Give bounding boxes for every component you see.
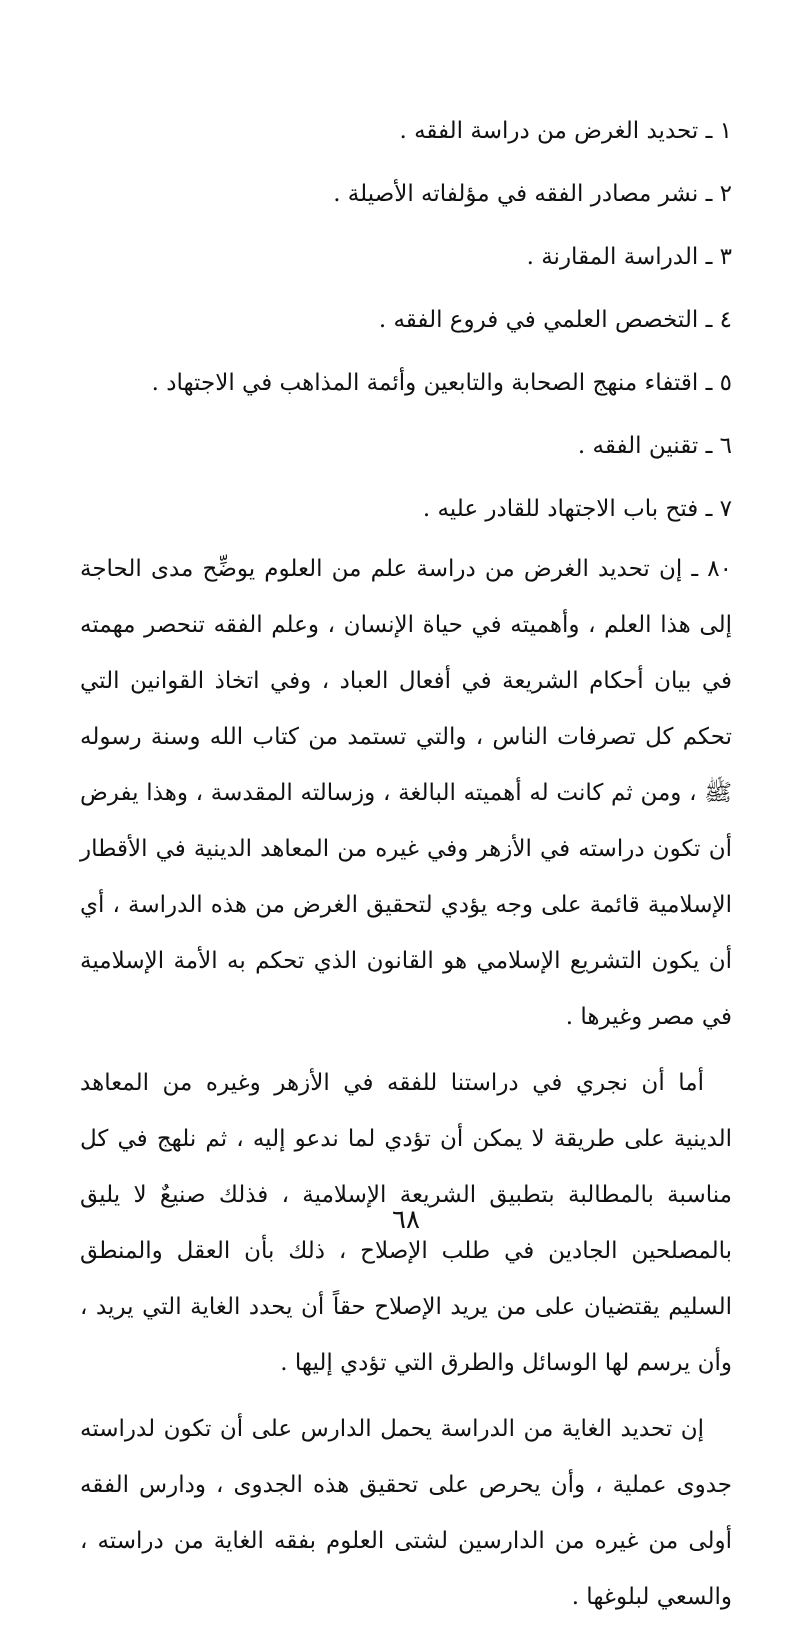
numbered-list — [80, 100, 732, 541]
list-item: ٥ ـ اقتفاء منهج الصحابة والتابعين وأئمة المذاهب في الاجتهاد . — [151, 370, 732, 396]
paragraph: أما أن نجري في دراستنا للفقه في الأزهر وغيره من المعاهد الدينية على طريقة لا يمكن أن تؤدي لما ندعو إليه ، ثم نلهج في كل مناسبة بالمطالبة بتطبيق الشريعة الإسلامية ، فذلك صنيعٌ لا يليق بالمصلحين الجادين في طلب الإصلاح ، ذلك بأن العقل والمنطق السليم يقتضيان على من يريد الإصلاح حقاً أن يحدد الغاية التي يريد ، وأن يرسم لها الوسائل والطرق التي تؤدي إليها . — [80, 1070, 732, 1376]
list-item: ٢ ـ نشر مصادر الفقه في مؤلفاته الأصيلة . — [333, 181, 732, 207]
paragraph-section-80: ٨٠ ـ إن تحديد الغرض من دراسة علم من العلوم يوضِّح مدى الحاجة إلى هذا العلم ، وأهميته في حياة الإنسان ، وعلم الفقه تنحصر مهمته في بيان أحكام الشريعة في أفعال العباد ، وفي اتخاذ القوانين التي تحكم كل تصرفات الناس ، والتي تستمد من كتاب الله وسنة رسوله ﷺ ، ومن ثم كانت له أهميته البالغة ، وزسالته المقدسة ، وهذا يفرض أن تكون دراسته في الأزهر وفي غيره من المعاهد الدينية في الأقطار الإسلامية قائمة على وجه يؤدي لتحقيق الغرض من هذه الدراسة ، أي أن يكون التشريع الإسلامي هو القانون الذي تحكم به الأمة الإسلامية في مصر وغيرها . — [80, 556, 732, 1030]
list-item: ٣ ـ الدراسة المقارنة . — [526, 244, 732, 270]
list-item: ٧ ـ فتح باب الاجتهاد للقادر عليه . — [422, 496, 732, 522]
page-number: ٦٨ — [392, 1205, 420, 1235]
page-body — [80, 100, 732, 1625]
list-item: ١ ـ تحديد الغرض من دراسة الفقه . — [399, 118, 732, 144]
list-item: ٤ ـ التخصص العلمي في فروع الفقه . — [378, 307, 732, 333]
paragraph: إن تحديد الغاية من الدراسة يحمل الدارس على أن تكون لدراسته جدوى عملية ، وأن يحرص على تحقيق هذه الجدوى ، ودارس الفقه أولى من غيره من الدارسين لشتى العلوم بفقه الغاية من دراسته ، والسعي لبلوغها . — [80, 1416, 732, 1610]
list-item: ٦ ـ تقنين الفقه . — [577, 433, 732, 459]
